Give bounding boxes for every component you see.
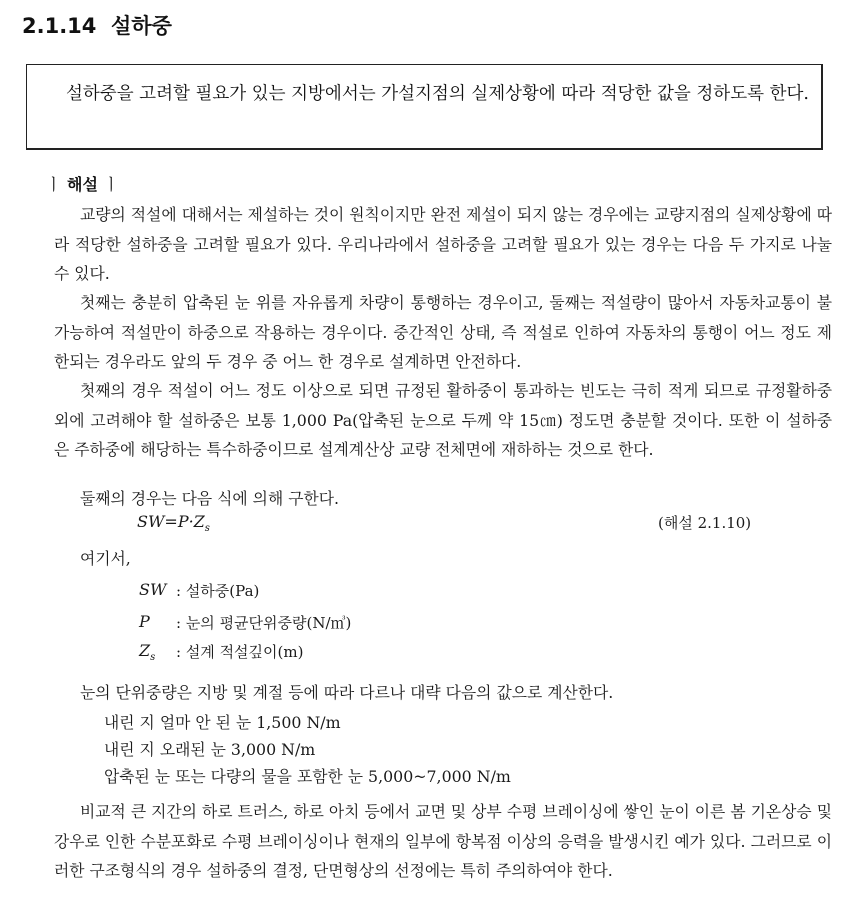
commentary-paragraph-4: 비교적 큰 지간의 하로 트러스, 하로 아치 등에서 교면 및 상부 수평 브레이싱에 쌓인 눈이 이른 봄 기온상승 및 강우로 인한 수분포화로 수평 브레이싱이나 현재의 일부에 항복점 이상의 응력을 발생시킨 예가 있다. 그러므로 이러한 구조형식의 경우 설하중의 결정, 단면형상의 선정에는 특히 주의하여야 한다. (54, 802, 832, 881)
definition-text-zs: : 설계 적설깊이(m) (176, 643, 304, 661)
definition-text-p: : 눈의 평균단위중량(N/㎥) (176, 614, 352, 632)
definition-symbol-p: P (139, 612, 150, 631)
commentary-bar-left: ㅣ (46, 175, 62, 194)
equation-sub: s (204, 523, 210, 535)
equation-equals: = (164, 512, 178, 531)
equation-dot: · (188, 512, 194, 531)
section-heading (22, 10, 172, 40)
definition-text-sw: : 설하중(Pa) (176, 582, 260, 600)
equation-z: Z (193, 512, 205, 531)
section-number: 2.1.14 (22, 14, 97, 38)
section-title: 설하중 (111, 14, 172, 38)
definition-symbol-zs (139, 641, 155, 663)
commentary-paragraph-2: 첫째는 충분히 압축된 눈 위를 자유롭게 차량이 통행하는 경우이고, 둘째는 적설량이 많아서 자동차교통이 불가능하여 적설만이 하중으로 작용하는 경우이다. 중간적인 상태, 즉 적설로 인하여 자동차의 통행이 어느 정도 제한되는 경우라도 앞의 두 경우 중 어느 한 경우로 설계하면 안전하다. (54, 293, 832, 372)
definition-z-sub: s (150, 652, 156, 664)
commentary-paragraph-1: 교량의 적설에 대해서는 제설하는 것이 원칙이지만 완전 제설이 되지 않는 경우에는 교량지점의 실제상황에 따라 적당한 설하중을 고려할 필요가 있다. 우리나라에서 설하중을 고려할 필요가 있는 경우는 다음 두 가지로 나눌 수 있다. (54, 205, 832, 284)
rule-text: 설하중을 고려할 필요가 있는 지방에서는 가설지점의 실제상황에 따라 적당한 값을 정하도록 한다. (66, 84, 809, 104)
unit-weight-intro: 눈의 단위중량은 지방 및 계절 등에 따라 다르나 대략 다음의 값으로 계산한다. (80, 683, 614, 702)
definition-symbol-sw: SW (139, 580, 167, 599)
unit-weight-item: 압축된 눈 또는 다량의 물을 포함한 눈 5,000~7,000 N/m (104, 767, 511, 786)
equation (137, 512, 210, 534)
where-label: 여기서, (80, 549, 131, 568)
equation-reference: (해설 2.1.10) (658, 514, 752, 532)
equation-lhs: SW (137, 512, 165, 531)
commentary-label: 해설 (67, 175, 98, 194)
second-case-text: 둘째의 경우는 다음 식에 의해 구한다. (80, 489, 340, 508)
definition-z: Z (139, 641, 151, 660)
equation-p: P (177, 512, 189, 531)
unit-weight-item: 내린 지 오래된 눈 3,000 N/m (104, 740, 316, 759)
commentary-bar-right: ㅣ (103, 175, 120, 194)
commentary-heading (46, 172, 119, 195)
commentary-paragraph-3: 첫째의 경우 적설이 어느 정도 이상으로 되면 규정된 활하중이 통과하는 빈도는 극히 적게 되므로 규정활하중 외에 고려해야 할 설하중은 보통 1,000 Pa(압축된 눈으로 두께 약 15㎝) 정도면 충분할 것이다. 또한 이 설하중은 주하중에 해당하는 특수하중이므로 설계계산상 교량 전체면에 재하하는 것으로 한다. (54, 381, 832, 460)
unit-weight-item: 내린 지 얼마 안 된 눈 1,500 N/m (104, 713, 341, 732)
